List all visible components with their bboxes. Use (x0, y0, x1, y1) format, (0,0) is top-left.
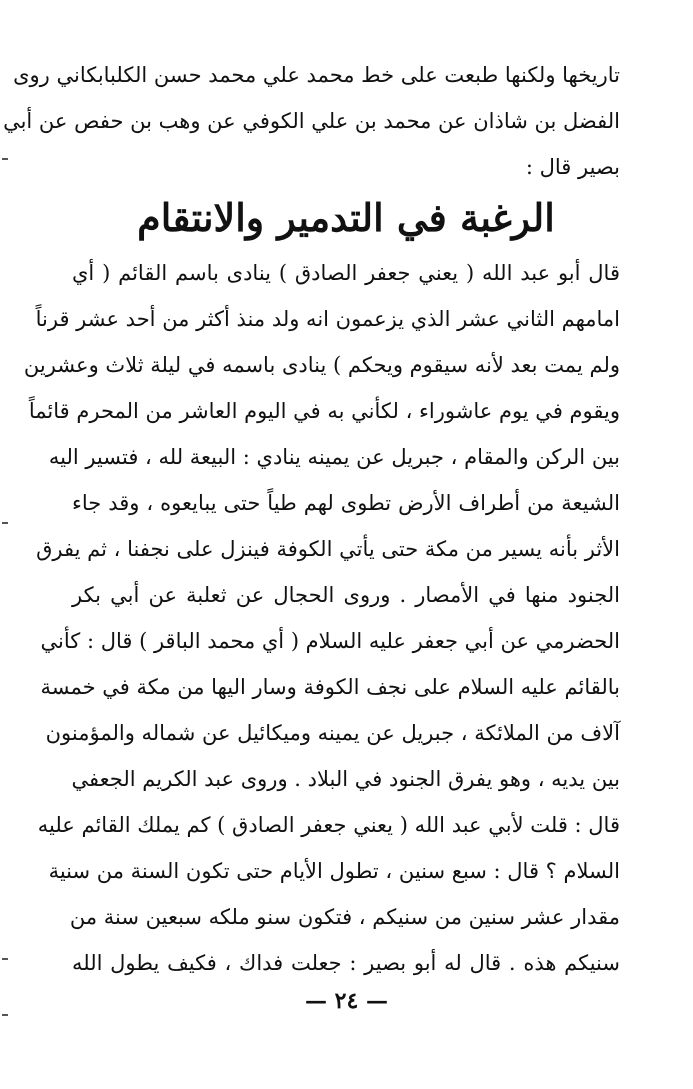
text-line: آلاف من الملائكة ، جبريل عن يمينه وميكائيل عن شماله والمؤمنون (45, 721, 620, 745)
margin-mark (2, 1014, 8, 1016)
text-line: الحضرمي عن أبي جعفر عليه السلام ( أي محمد الباقر ) قال : كأني (40, 629, 620, 653)
text-line: قال أبو عبد الله ( يعني جعفر الصادق ) ينادى باسم القائم ( أي (72, 261, 620, 285)
body-paragraph (23, 250, 620, 986)
intro-paragraph (3, 52, 620, 190)
text-line: مقدار عشر سنين من سنيكم ، فتكون سنو ملكه سبعين سنة من (69, 905, 620, 929)
text-line: الجنود منها في الأمصار . وروى الحجال عن ثعلبة عن أبي بكر (72, 583, 620, 607)
margin-mark (2, 158, 8, 160)
text-line: الفضل بن شاذان عن محمد بن علي الكوفي عن وهب بن حفص عن أبي (3, 109, 620, 133)
text-line: تاريخها ولكنها طبعت على خط محمد علي محمد حسن الكلبابكاني روى (13, 63, 620, 87)
section-heading: الرغبة في التدمير والانتقام (137, 195, 555, 240)
text-line: بالقائم عليه السلام على نجف الكوفة وسار اليها من مكة في خمسة (40, 675, 620, 699)
text-line: السلام ؟ قال : سبع سنين ، تطول الأيام حتى تكون السنة من سنية (48, 859, 620, 883)
margin-mark (2, 958, 8, 960)
text-line: ولم يمت بعد لأنه سيقوم ويحكم ) ينادى باسمه في ليلة ثلاث وعشرين (23, 353, 620, 377)
text-line: بصير قال : (525, 155, 620, 179)
text-line: سنيكم هذه . قال له أبو بصير : جعلت فداك ، فكيف يطول الله (72, 951, 620, 975)
text-line: بين يديه ، وهو يفرق الجنود في البلاد . وروى عبد الكريم الجعفي (71, 767, 620, 791)
margin-mark (2, 522, 8, 524)
text-line: قال : قلت لأبي عبد الله ( يعني جعفر الصادق ) كم يملك القائم عليه (37, 813, 620, 837)
page-number: — ٢٤ — (305, 988, 388, 1014)
text-line: الأثر بأنه يسير من مكة حتى يأتي الكوفة فينزل على نجفنا ، ثم يفرق (36, 537, 620, 561)
text-line: امامهم الثاني عشر الذي يزعمون انه ولد منذ أكثر من أحد عشر قرناً (35, 307, 620, 331)
text-line: بين الركن والمقام ، جبريل عن يمينه ينادي : البيعة لله ، فتسير اليه (48, 445, 620, 469)
text-line: الشيعة من أطراف الأرض تطوى لهم طياً حتى يبايعوه ، وقد جاء (72, 491, 620, 515)
text-line: ويقوم في يوم عاشوراء ، لكأني به في اليوم العاشر من المحرم قائماً (28, 399, 620, 423)
